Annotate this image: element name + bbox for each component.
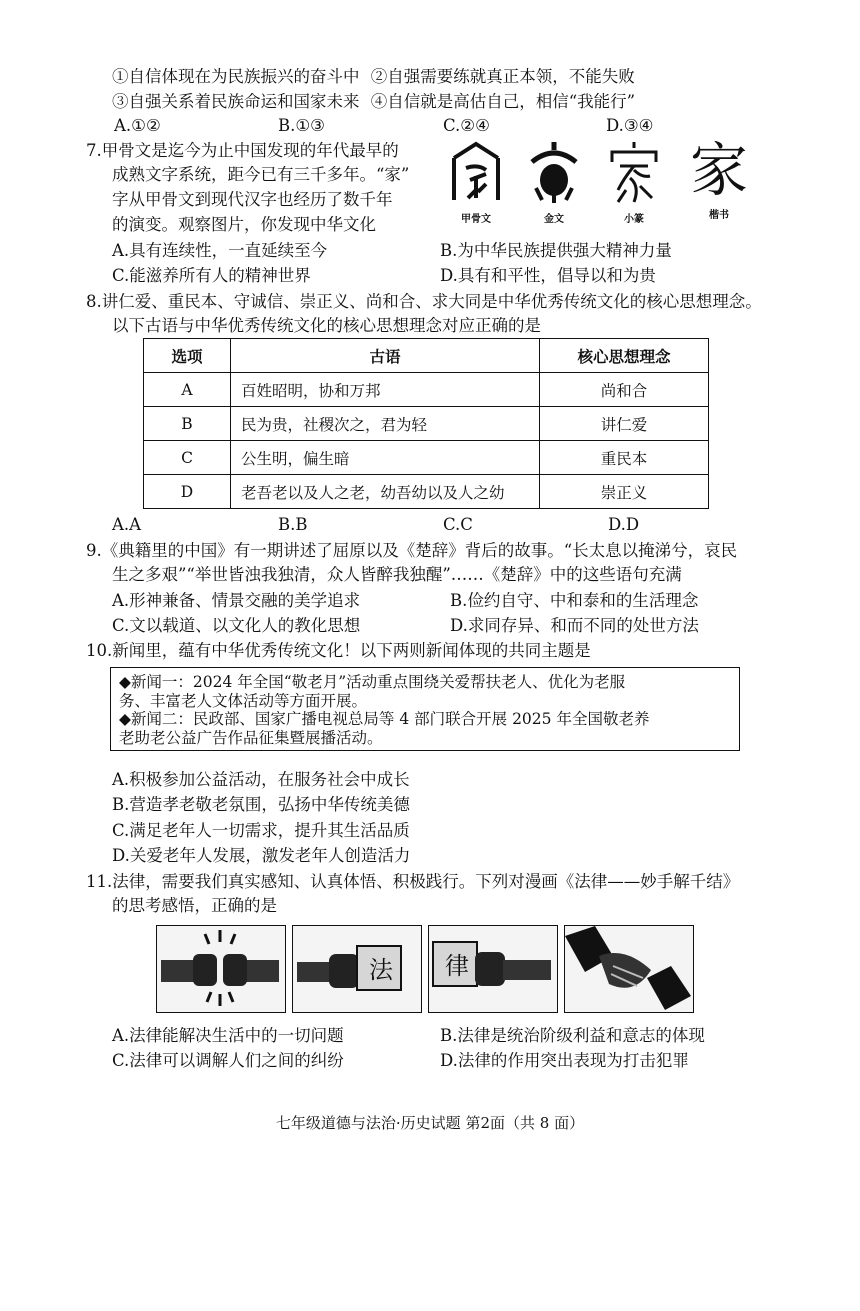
card-label-lv: 律	[445, 952, 469, 980]
glyph-caption-bronze: 金文	[544, 214, 564, 225]
q7-option-d[interactable]: D.具有和平性，倡导以和为贵	[440, 266, 656, 285]
q7-stem-line3: 字从甲骨文到现代汉字也经历了数千年	[112, 190, 393, 209]
q8-row-c-option: C	[144, 441, 231, 475]
q6-option-b[interactable]: B.①③	[278, 116, 325, 135]
q9-option-a[interactable]: A.形神兼备、情景交融的美学追求	[112, 591, 361, 610]
q8-row-d-quote: 老吾老以及人之老，幼吾幼以及人之幼	[231, 475, 540, 509]
bronze-jia-icon	[526, 140, 582, 204]
q6-statement-1: ①自信体现在为民族振兴的奋斗中	[112, 67, 360, 86]
q8-row-a-option: A	[144, 373, 231, 407]
q8-row-d-option: D	[144, 475, 231, 509]
table-row	[144, 407, 709, 441]
q10-news-box	[110, 667, 740, 751]
q7-option-a[interactable]: A.具有连续性，一直延续至今	[112, 241, 328, 260]
q9-option-c[interactable]: C.文以载道、以文化人的教化思想	[112, 616, 361, 635]
q6-statements-row1	[112, 66, 635, 88]
q10-option-b[interactable]: B.营造孝老敬老氛围，弘扬中华传统美德	[112, 795, 410, 814]
q10-news1-line2: 务、丰富老人文体活动等方面开展。	[119, 691, 368, 710]
q8-option-d[interactable]: D.D	[608, 515, 640, 534]
q10-news2-line1: ◆新闻二：民政部、国家广播电视总局等 4 部门联合开展 2025 年全国敬老养	[119, 710, 650, 728]
q6-option-d[interactable]: D.③④	[606, 116, 654, 135]
glyph-caption-oracle: 甲骨文	[461, 214, 491, 225]
q8-option-b[interactable]: B.B	[278, 515, 308, 534]
glyph-bronze	[524, 140, 584, 225]
table-row	[144, 441, 709, 475]
oracle-bone-jia-icon	[448, 140, 504, 204]
q10-stem: 10.新闻里，蕴有中华优秀传统文化！以下两则新闻体现的共同主题是	[86, 641, 591, 660]
q7-option-b[interactable]: B.为中华民族提供强大精神力量	[440, 241, 672, 260]
q7-stem-line4: 的演变。观察图片，你发现中华文化	[112, 215, 376, 234]
table-row	[144, 475, 709, 509]
clashing-fists-icon	[157, 926, 283, 1010]
regular-jia-character: 家	[689, 136, 748, 204]
q8-stem-line1: 8.讲仁爱、重民本、守诚信、崇正义、尚和合、求大同是中华优秀传统文化的核心思想理念。	[86, 292, 762, 311]
table-row	[144, 373, 709, 407]
q6-statement-4: ④自信就是高估自己，相信“我能行”	[370, 92, 636, 111]
q9-stem-line2: 生之多艰”“举世皆浊我独清，众人皆醉我独醒”……《楚辞》中的这些语句充满	[112, 565, 682, 584]
q8-row-a-concept: 尚和合	[540, 373, 709, 407]
q8-row-b-quote: 民为贵，社稷次之，君为轻	[231, 407, 540, 441]
glyph-caption-seal: 小篆	[624, 214, 644, 225]
q10-option-d[interactable]: D.关爱老年人发展，激发老年人创造活力	[112, 846, 411, 865]
glyph-caption-regular: 楷书	[709, 210, 729, 221]
q8-row-b-option: B	[144, 407, 231, 441]
q8-stem-line2: 以下古语与中华优秀传统文化的核心思想理念对应正确的是	[112, 316, 541, 335]
q8-row-c-concept: 重民本	[540, 441, 709, 475]
comic-panel-handshake	[564, 925, 694, 1013]
q8-row-c-quote: 公生明，偏生暗	[231, 441, 540, 475]
q7-stem-line2: 成熟文字系统，距今已有三千多年。“家”	[112, 165, 410, 184]
q10-news1-line1: ◆新闻一：2024 年全国“敬老月”活动重点围绕关爱帮扶老人、优化为老服	[119, 673, 626, 691]
q11-option-d[interactable]: D.法律的作用突出表现为打击犯罪	[440, 1051, 689, 1070]
q6-statement-2: ②自强需要练就真正本领，不能失败	[370, 67, 635, 86]
q11-option-b[interactable]: B.法律是统治阶级利益和意志的体现	[440, 1026, 705, 1045]
q8-option-c[interactable]: C.C	[443, 515, 473, 534]
q7-stem-line1: 7.甲骨文是迄今为止中国发现的年代最早的	[86, 141, 399, 160]
glyph-regular	[682, 136, 756, 221]
q8-header-option: 选项	[144, 339, 231, 373]
q11-stem-line1: 11.法律，需要我们真实感知、认真体悟、积极践行。下列对漫画《法律——妙手解千结》	[86, 872, 740, 891]
q9-option-d[interactable]: D.求同存异、和而不同的处世方法	[450, 616, 699, 635]
q8-option-a[interactable]: A.A	[112, 515, 142, 534]
q7-option-c[interactable]: C.能滋养所有人的精神世界	[112, 266, 311, 285]
q6-statement-3: ③自强关系着民族命运和国家未来	[112, 92, 360, 111]
q10-option-a[interactable]: A.积极参加公益活动，在服务社会中成长	[112, 770, 410, 789]
glyph-seal	[604, 140, 664, 225]
q8-row-a-quote: 百姓昭明，协和万邦	[231, 373, 540, 407]
seal-jia-icon	[606, 140, 662, 204]
q8-table-header	[144, 339, 709, 373]
q6-statements-row2	[112, 91, 635, 113]
q11-option-c[interactable]: C.法律可以调解人们之间的纠纷	[112, 1051, 344, 1070]
q9-option-b[interactable]: B.俭约自守、中和泰和的生活理念	[450, 591, 699, 610]
q6-option-c[interactable]: C.②④	[443, 116, 490, 135]
q9-stem-line1: 9.《典籍里的中国》有一期讲述了屈原以及《楚辞》背后的故事。“长太息以掩涕兮，哀民	[86, 541, 738, 560]
comic-panel-lv	[428, 925, 558, 1013]
glyph-oracle-bone	[446, 140, 506, 225]
q6-option-a[interactable]: A.①②	[114, 116, 161, 135]
comic-panel-fists	[156, 925, 286, 1013]
q8-table	[143, 338, 709, 509]
handshake-icon	[565, 926, 691, 1010]
q11-option-a[interactable]: A.法律能解决生活中的一切问题	[112, 1026, 344, 1045]
q10-news2-line2: 老助老公益广告作品征集暨展播活动。	[119, 728, 383, 747]
page-footer: 七年级道德与法治·历史试题 第2面（共 8 面）	[275, 1114, 585, 1132]
q11-stem-line2: 的思考感悟，正确的是	[112, 896, 277, 915]
card-label-fa: 法	[369, 956, 393, 984]
comic-panel-fa	[292, 925, 422, 1013]
q8-header-concept: 核心思想理念	[540, 339, 709, 373]
q8-header-quote: 古语	[231, 339, 540, 373]
q8-row-d-concept: 崇正义	[540, 475, 709, 509]
q8-row-b-concept: 讲仁爱	[540, 407, 709, 441]
q10-option-c[interactable]: C.满足老年人一切需求，提升其生活品质	[112, 821, 410, 840]
